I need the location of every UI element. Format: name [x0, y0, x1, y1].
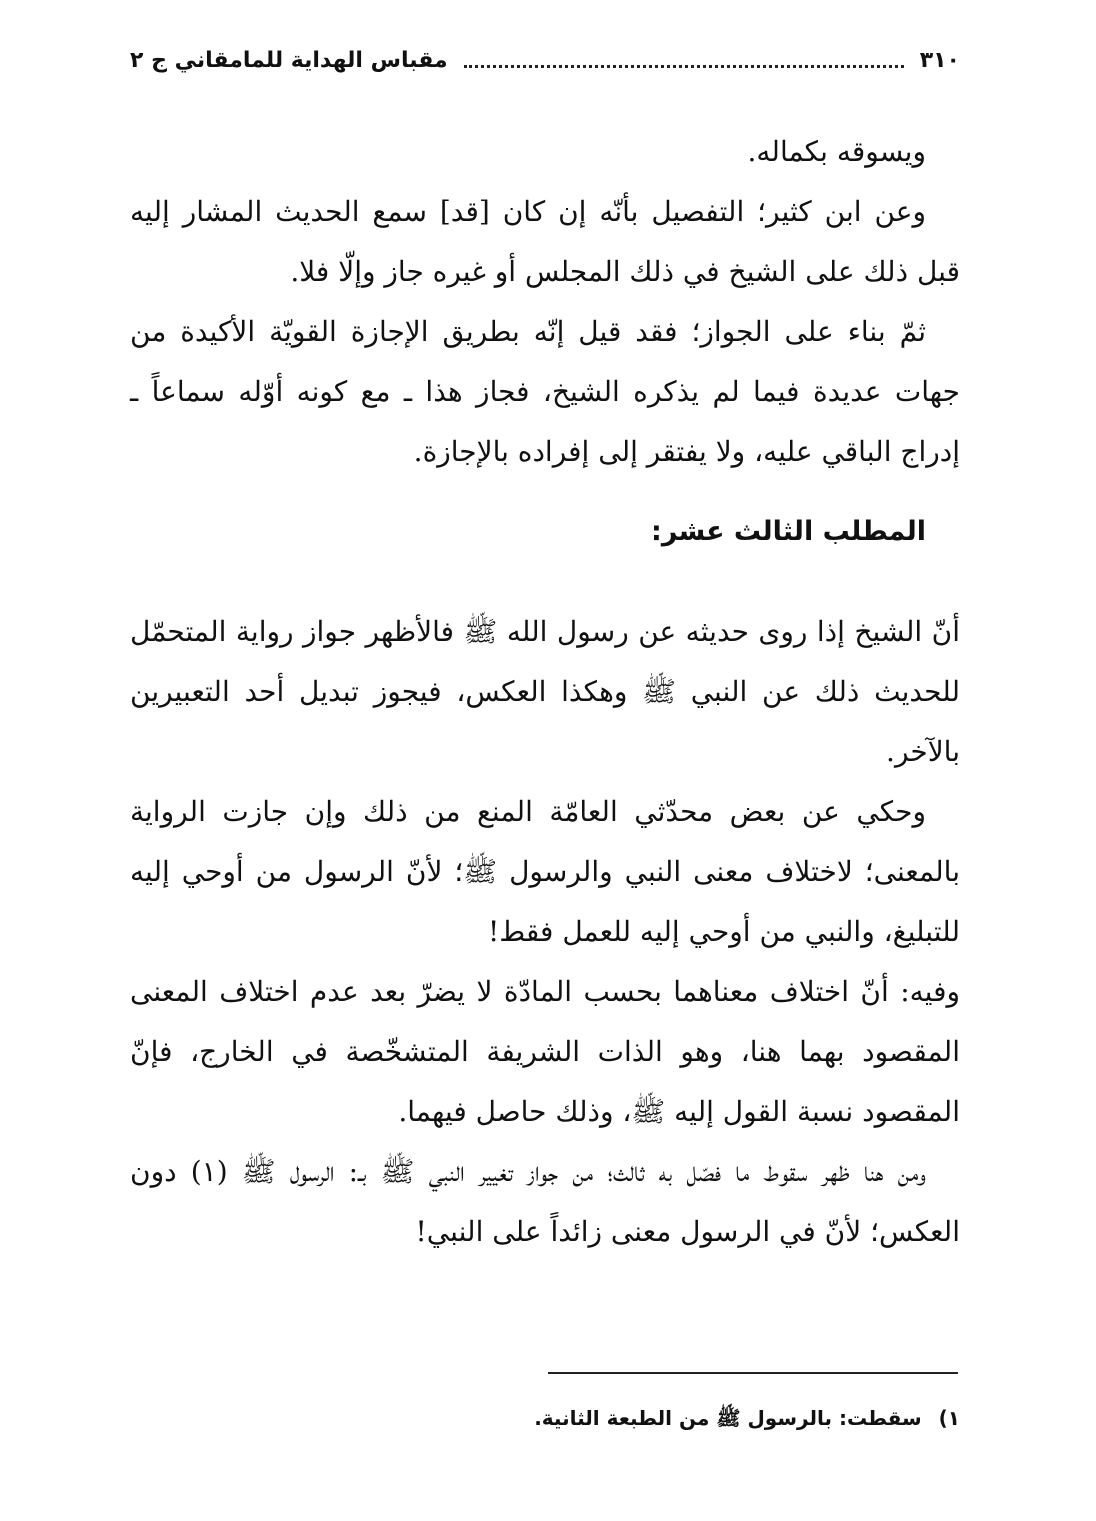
dotted-leader: [464, 65, 904, 68]
page-number: ٣١٠: [919, 47, 960, 73]
paragraph: ثمّ بناء على الجواز؛ فقد قيل إنّه بطريق الإجازة القويّة الأكيدة من جهات عديدة فيما لم يذكره الشيخ، فجاز هذا ـ مع كونه أوّله سماعاً ـ إدراج الباقي عليه، ولا يفتقر إلى إفراده بالإجازة.: [130, 315, 960, 468]
footnote-divider: [548, 1372, 958, 1374]
paragraph: أنّ الشيخ إذا روى حديثه عن رسول الله ﷺ فالأظهر جواز رواية المتحمّل للحديث ذلك عن النبي ﷺ وهكذا العكس، فيجوز تبديل أحد التعبيرين بالآخر.: [130, 615, 960, 768]
paragraph: وفيه: أنّ اختلاف معناهما بحسب المادّة لا يضرّ بعد عدم اختلاف المعنى المقصود بهما هنا، وهو الذات الشريفة المتشخّصة في الخارج، فإنّ المقصود نسبة القول إليه ﷺ، وذلك حاصل فيهما.: [130, 975, 960, 1128]
body-text: [130, 122, 960, 1262]
paragraph: ويسوقه بكماله.: [747, 135, 926, 168]
paragraph: وحكي عن بعض محدّثي العامّة المنع من ذلك وإن جازت الرواية بالمعنى؛ لاختلاف معنى النبي والرسول ﷺ؛ لأنّ الرسول من أوحي إليه للتبليغ، والنبي من أوحي إليه للعمل فقط!: [130, 795, 960, 948]
section-heading: المطلب الثالث عشر:: [651, 516, 926, 547]
footnote-text: سقطت: بالرسول ﷺ من الطبعة الثانية.: [534, 1406, 922, 1430]
paragraph: ومن هنا ظهر سقوط ما فصّل به ثالث؛ من جواز تغيير النبي ﷺ بـ: الرسول ﷺ (١) دون العكس؛ لأنّ في الرسول معنى زائداً على النبي!: [130, 1155, 960, 1248]
paragraph: وعن ابن كثير؛ التفصيل بأنّه إن كان [قد] سمع الحديث المشار إليه قبل ذلك على الشيخ في ذلك المجلس أو غيره جاز وإلّا فلا.: [130, 195, 960, 288]
running-title: مقباس الهداية للمامقاني ج ٢: [130, 47, 448, 73]
footnote: [140, 1398, 960, 1438]
page-header: [130, 40, 960, 80]
footnote-number: ١): [938, 1406, 960, 1430]
